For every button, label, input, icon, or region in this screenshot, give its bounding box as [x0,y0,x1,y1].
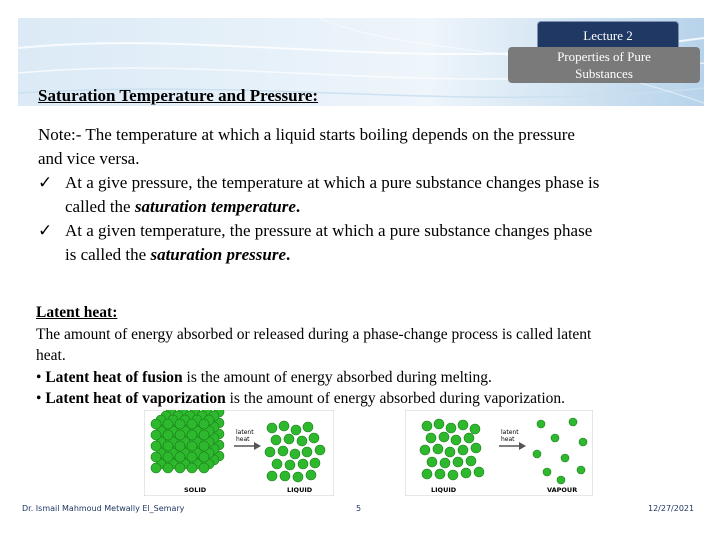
liquid-molecules [420,419,484,480]
molecule [279,421,289,431]
molecule [151,463,161,473]
definition-line: heat. [36,347,66,364]
bullet-end: . [286,245,291,264]
molecule [310,458,320,468]
topic-badge [508,47,700,83]
molecule [199,430,209,440]
definition-line: The amount of energy absorbed or released during a phase-change process is called latent [36,325,592,343]
footer-page-number: 5 [356,504,362,513]
topic-line-1: Properties of Pure [557,49,651,64]
latent-bullet [36,388,700,410]
bullet-text: At a given temperature, the pressure at which a pure substance changes phase [65,221,593,240]
term-emphasis: saturation pressure [150,245,287,264]
check-icon: ✓ [38,221,53,240]
molecule [175,430,185,440]
molecule [434,419,444,429]
molecule [551,434,559,442]
molecule [175,452,185,462]
molecule [267,471,277,481]
bullet-text: is the amount of energy absorbed during melting. [182,368,492,386]
molecule [579,438,587,446]
lecture-badge: Lecture 2 [537,21,679,51]
topic-line-2: Substances [575,66,633,81]
molecule [474,467,484,477]
molecule [284,434,294,444]
molecule [163,452,173,462]
molecule [175,441,185,451]
molecule [175,463,185,473]
molecule [422,469,432,479]
molecule [187,419,197,429]
solid-to-liquid-figure [144,410,334,496]
molecule [445,447,455,457]
molecule [543,468,551,476]
molecule [461,468,471,478]
molecule [303,422,313,432]
bullet-item [38,219,698,267]
note-line: Note:- The temperature at which a liquid starts boiling depends on the pressure [38,125,575,144]
arrow-label: latent [236,429,254,436]
molecule [187,441,197,451]
molecule [458,420,468,430]
bullet-end: . [295,197,301,216]
bullet-text: At a give pressure, the temperature at which a pure substance changes phase is [65,173,600,192]
molecule [448,470,458,480]
molecule [280,471,290,481]
bullet-item [38,171,698,219]
molecule [561,454,569,462]
solid-label: SOLID [184,486,207,494]
molecule [440,458,450,468]
molecule [163,441,173,451]
molecule [471,443,481,453]
molecule [187,452,197,462]
molecule [569,418,577,426]
molecule [577,466,585,474]
liquid-label: LIQUID [287,486,313,494]
liquid-to-vapour-figure [405,410,593,496]
molecule [285,460,295,470]
molecule [420,445,430,455]
molecule [470,424,480,434]
vapour-label: VAPOUR [547,486,578,494]
molecule [163,463,173,473]
molecule [199,441,209,451]
latent-heat-title: Latent heat: [36,304,118,321]
molecule [433,444,443,454]
molecule [302,447,312,457]
molecule [291,425,301,435]
molecule [315,445,325,455]
molecule [199,419,209,429]
molecule [453,457,463,467]
footer-author: Dr. Ismail Mahmoud Metwally El_Semary [22,504,185,513]
molecule [151,430,161,440]
bullet-dot: • [36,390,46,407]
molecule [466,456,476,466]
molecule [298,459,308,469]
molecule [151,441,161,451]
molecule [309,433,319,443]
molecule [265,447,275,457]
note-block [38,123,698,267]
molecule [199,463,209,473]
molecule [293,472,303,482]
molecule [537,420,545,428]
molecule [199,452,209,462]
molecule [163,419,173,429]
molecule [267,423,277,433]
molecule [306,470,316,480]
liquid-label: LIQUID [431,486,457,494]
arrow-label: heat [501,436,515,443]
molecule [451,435,461,445]
molecule [151,452,161,462]
molecule [464,433,474,443]
section-heading: Saturation Temperature and Pressure: [38,86,319,105]
term-emphasis: saturation temperature [134,197,296,216]
molecule [446,423,456,433]
molecule [187,430,197,440]
molecule [297,436,307,446]
molecule [290,449,300,459]
bullet-dot: • [36,368,46,386]
molecule [163,430,173,440]
molecule [422,421,432,431]
solid-lattice [151,410,224,473]
molecule [439,432,449,442]
bullet-text: called the [65,197,135,216]
arrow-label: latent [501,429,519,436]
molecule [458,445,468,455]
arrow-label: heat [236,436,250,443]
molecule [426,433,436,443]
molecule [271,435,281,445]
molecule [435,469,445,479]
check-icon: ✓ [38,173,53,192]
molecule [187,463,197,473]
term-bold: Latent heat of vaporization [45,390,226,407]
molecule [151,419,161,429]
bullet-text: is called the [65,245,151,264]
footer-date: 12/27/2021 [648,504,695,513]
molecule [557,476,565,484]
bullet-text: is the amount of energy absorbed during vaporization. [225,390,566,407]
molecule [175,419,185,429]
molecule [272,459,282,469]
term-bold: Latent heat of fusion [45,368,183,386]
molecule [278,446,288,456]
latent-heat-block [36,302,700,410]
latent-bullet [36,367,700,389]
note-line: and vice versa. [38,149,140,168]
molecule [533,450,541,458]
molecule [427,457,437,467]
